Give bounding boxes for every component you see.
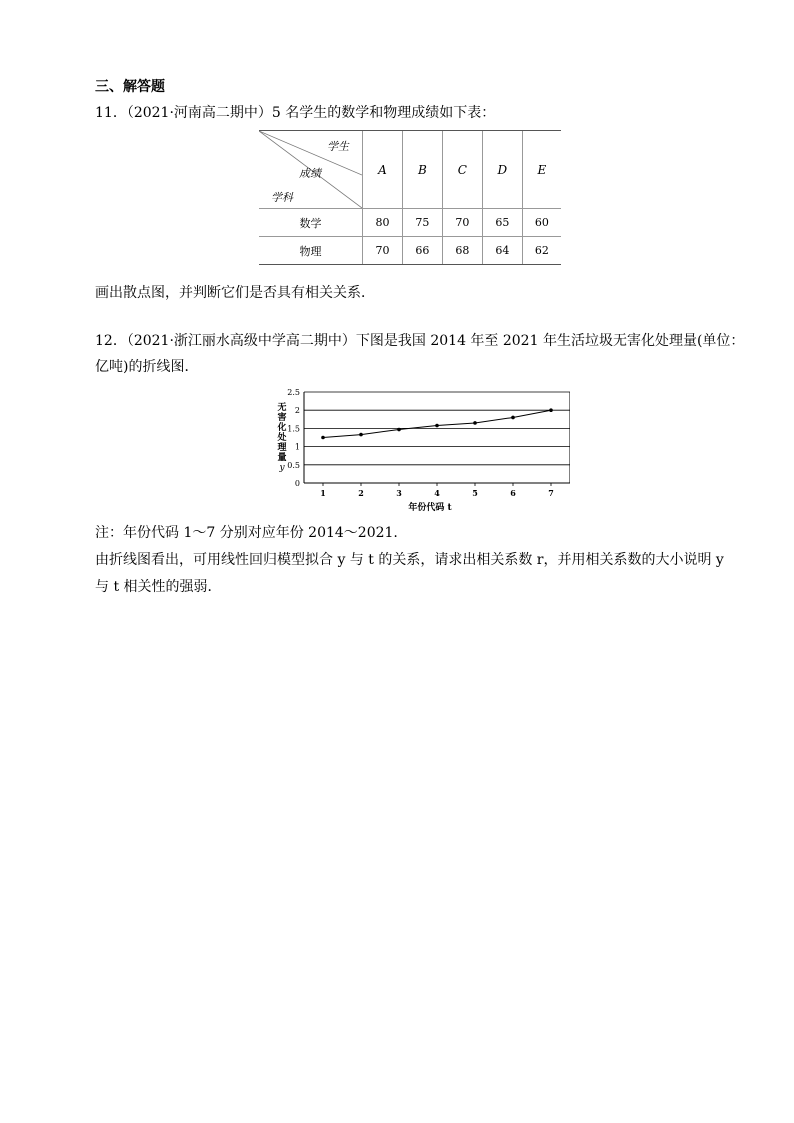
- score-cell: 66: [402, 237, 442, 265]
- corner-label-score: 成绩: [299, 167, 321, 180]
- y-tick-label: 2.5: [287, 388, 300, 397]
- score-cell: 80: [363, 209, 403, 237]
- score-cell: 65: [482, 209, 522, 237]
- row-subject: 数学: [259, 209, 363, 237]
- x-axis-label: 年份代码 t: [408, 503, 452, 513]
- x-tick-label: 2: [358, 488, 364, 498]
- x-tick-label: 3: [396, 488, 402, 498]
- row-subject: 物理: [259, 237, 363, 265]
- data-point: [397, 428, 401, 432]
- q12-prompt-line1: 12．（2021·浙江丽水高级中学高二期中）下图是我国 2014 年至 2021 年生活垃圾无害化处理量(单位：: [95, 333, 745, 349]
- y-tick-label: 2: [294, 406, 300, 416]
- y-axis-label-char: 化: [277, 423, 287, 433]
- q12-note: 注：年份代码 1～7 分别对应年份 2014～2021.: [95, 525, 398, 541]
- y-tick-label: 0.5: [287, 460, 300, 470]
- y-tick-label: 1: [294, 442, 300, 452]
- header-student: E: [522, 131, 561, 209]
- header-student: A: [363, 131, 403, 209]
- q11-instruction: 画出散点图，并判断它们是否具有相关关系．: [95, 285, 375, 301]
- line-chart: [270, 383, 570, 513]
- y-axis-label-char: 理: [277, 443, 287, 453]
- score-cell: 75: [402, 209, 442, 237]
- score-cell: 64: [482, 237, 522, 265]
- corner-label-subject: 学科: [271, 191, 293, 204]
- data-point: [473, 421, 477, 425]
- data-point: [321, 436, 325, 440]
- y-axis-label-char: 无: [277, 403, 287, 413]
- y-axis-label-char: 害: [277, 413, 287, 423]
- table-corner-cell: [259, 131, 363, 209]
- score-cell: 70: [363, 237, 403, 265]
- table-row: [259, 209, 561, 237]
- score-cell: 68: [442, 237, 482, 265]
- y-axis-label-char: y: [279, 463, 285, 473]
- data-point: [549, 408, 553, 412]
- score-cell: 62: [522, 237, 561, 265]
- y-axis-label-char: 处: [277, 433, 287, 443]
- x-tick-label: 5: [472, 488, 478, 498]
- x-tick-label: 6: [510, 488, 516, 498]
- x-tick-label: 7: [548, 488, 554, 498]
- q11-prompt: 11．（2021·河南高二期中）5 名学生的数学和物理成绩如下表：: [95, 105, 496, 121]
- header-student: D: [482, 131, 522, 209]
- x-tick-label: 1: [320, 488, 326, 498]
- q12-question-line2: 与 t 相关性的强弱．: [95, 579, 222, 595]
- data-point: [359, 433, 363, 437]
- score-table: [259, 130, 561, 265]
- score-cell: 70: [442, 209, 482, 237]
- score-cell: 60: [522, 209, 561, 237]
- data-point: [511, 416, 515, 420]
- table-row: [259, 237, 561, 265]
- y-tick-label: 0: [294, 479, 300, 488]
- x-tick-label: 4: [434, 488, 440, 498]
- header-student: C: [442, 131, 482, 209]
- y-axis-label-char: 量: [277, 453, 287, 463]
- y-tick-label: 1.5: [287, 424, 300, 434]
- q12-prompt-line2: 亿吨)的折线图．: [95, 359, 199, 375]
- data-point: [435, 424, 439, 428]
- corner-label-student: 学生: [327, 140, 349, 153]
- header-student: B: [402, 131, 442, 209]
- q12-question-line1: 由折线图看出，可用线性回归模型拟合 y 与 t 的关系，请求出相关系数 r，并用相关系数的大小说明 y: [95, 552, 724, 568]
- y-axis-label: [276, 401, 287, 473]
- table-header-row: [259, 131, 561, 209]
- section-title: 三、解答题: [95, 79, 165, 95]
